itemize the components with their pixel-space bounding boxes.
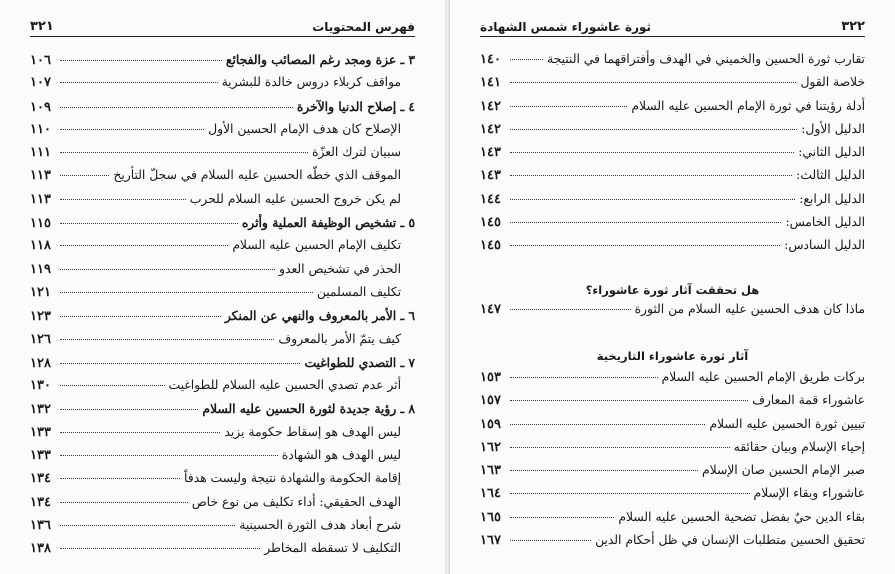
toc-entry	[30, 145, 415, 168]
leader-dots	[60, 339, 274, 340]
toc-entry-title: ٥ ـ تشخيص الوظيفة العملية وأثره	[241, 215, 415, 231]
toc-entry-page-number: ١٤٠	[480, 52, 501, 67]
toc-entry-title: تقارب ثورة الحسين والخميني في الهدف وأفتراقهما في النتيجة	[547, 52, 865, 66]
leader-dots	[60, 175, 109, 176]
toc-entry	[30, 495, 415, 518]
leader-dots	[510, 400, 748, 401]
leader-dots	[60, 478, 180, 479]
right-page	[450, 0, 895, 574]
toc-entry-page-number: ١١٨	[30, 238, 51, 254]
section-title-achievements: هل تحققت آثار ثورة عاشوراء؟	[585, 283, 760, 297]
toc-entry-page-number: ١٦٣	[480, 463, 501, 479]
leader-dots	[60, 245, 228, 246]
toc-entry	[30, 99, 415, 122]
toc-entry	[480, 99, 865, 122]
toc-entry-page-number: ١٣٨	[30, 541, 51, 557]
toc-entry-page-number: ١٤١	[480, 75, 501, 91]
toc-entry-title: تبيين ثورة الحسين عليه السلام	[709, 416, 865, 431]
toc-entry-page-number: ١٣٣	[30, 448, 51, 464]
toc-entry-title: التكليف لا تسقطه المخاطر	[264, 541, 401, 556]
toc-entry-page-number: ١٦٧	[480, 533, 501, 549]
toc-entry-page-number: ١٤٢	[480, 98, 501, 114]
leader-dots	[510, 493, 750, 494]
leader-dots	[510, 222, 781, 223]
toc-entry-title: عاشوراء قمة المعارف	[752, 393, 865, 408]
toc-entry-title: ٨ ـ رؤية جديدة لثورة الحسين عليه السلام	[202, 401, 415, 417]
toc-entry-page-number: ١٦٤	[480, 486, 501, 502]
left-page-header	[30, 14, 415, 37]
toc-entry	[480, 238, 865, 261]
toc-entry	[480, 510, 865, 533]
toc-entry-title: ليس الهدف هو إسقاط حكومة يزيد	[224, 424, 401, 439]
toc-entry	[480, 145, 865, 168]
toc-entry	[30, 355, 415, 378]
right-page-header	[480, 14, 865, 37]
right-toc-list-section2	[480, 370, 865, 556]
toc-entry	[30, 308, 415, 331]
toc-entry	[480, 533, 865, 556]
toc-entry	[480, 192, 865, 215]
leader-dots	[60, 82, 218, 83]
toc-entry-title: ٣ ـ عزة ومجد رغم المصائب والفجائع	[225, 52, 415, 67]
toc-entry	[30, 518, 415, 541]
leader-dots	[60, 292, 313, 293]
toc-entry-page-number: ١٦٥	[480, 509, 501, 525]
toc-entry-page-number: ١٣٤	[30, 471, 51, 487]
toc-entry-page-number: ١٣٣	[30, 424, 51, 440]
toc-entry	[30, 425, 415, 448]
toc-entry	[30, 238, 415, 261]
toc-entry-title: تكليف الإمام الحسين عليه السلام	[232, 238, 401, 253]
leader-dots	[60, 223, 238, 224]
leader-dots	[60, 152, 308, 153]
leader-dots	[60, 385, 165, 386]
leader-dots	[60, 409, 198, 410]
toc-entry	[30, 75, 415, 98]
toc-entry-page-number: ١١١	[30, 145, 51, 161]
leader-dots	[60, 129, 204, 130]
toc-entry-page-number: ١٢٣	[30, 309, 51, 325]
leader-dots	[510, 377, 658, 378]
leader-dots	[510, 424, 705, 425]
toc-entry-page-number: ١٤٧	[480, 302, 501, 317]
toc-entry-page-number: ١٣٠	[30, 378, 51, 394]
leader-dots	[510, 309, 631, 310]
leader-dots	[510, 152, 794, 153]
toc-entry	[480, 302, 865, 325]
left-page	[0, 0, 445, 574]
toc-entry-page-number: ١٥٣	[480, 370, 501, 385]
toc-entry-title: ٦ ـ الأمر بالمعروف والنهي عن المنكر	[224, 308, 415, 324]
toc-entry	[30, 332, 415, 355]
toc-entry-title: خلاصة القول	[800, 75, 865, 90]
toc-entry-page-number: ١١٣	[30, 168, 51, 184]
toc-entry-title: الإصلاح كان هدف الإمام الحسين الأول	[208, 121, 401, 136]
toc-entry-title: إقامة الحكومة والشهادة نتيجة وليست هدفاً	[184, 471, 401, 486]
toc-entry-page-number: ١٢١	[30, 284, 51, 300]
toc-entry	[480, 417, 865, 440]
toc-entry	[30, 541, 415, 564]
toc-entry-title: بركات طريق الإمام الحسين عليه السلام	[661, 370, 865, 384]
toc-entry-page-number: ١٤٢	[480, 121, 501, 137]
leader-dots	[60, 60, 222, 61]
toc-entry-title: أثر عدم تصدي الحسين عليه السلام للطواغيت	[168, 378, 401, 393]
leader-dots	[60, 525, 235, 526]
right-toc-list-top	[480, 52, 865, 262]
left-page-title: فهرس المحتويات	[312, 20, 415, 34]
toc-entry-page-number: ١٥٧	[480, 393, 501, 409]
left-toc-list	[30, 52, 415, 565]
toc-entry	[480, 370, 865, 393]
toc-entry-title: إحياء الإسلام وبيان حقائقه	[733, 439, 865, 454]
toc-entry-page-number: ١١٠	[30, 121, 51, 137]
toc-entry-page-number: ١٠٦	[30, 53, 51, 68]
toc-entry-page-number: ١٤٤	[480, 191, 501, 207]
leader-dots	[60, 455, 278, 456]
toc-entry-title: الدليل السادس:	[784, 238, 865, 253]
leader-dots	[60, 316, 221, 317]
toc-entry-page-number: ١٢٦	[30, 331, 51, 347]
toc-entry-title: مواقف كربلاء دروس خالدة للبشرية	[221, 75, 401, 90]
toc-entry-page-number: ١٠٩	[30, 99, 51, 115]
toc-entry-page-number: ١١٩	[30, 261, 51, 277]
leader-dots	[510, 517, 614, 518]
toc-entry-title: بقاء الدين حيٌ بفضل تضحية الحسين عليه السلام	[618, 509, 865, 524]
toc-entry-title: الدليل الخامس:	[785, 215, 865, 230]
toc-entry	[30, 192, 415, 215]
toc-entry-page-number: ١٣٢	[30, 402, 51, 418]
toc-entry-page-number: ١٠٧	[30, 75, 51, 91]
leader-dots	[510, 540, 591, 541]
toc-entry	[30, 168, 415, 191]
toc-entry-page-number: ١٤٥	[480, 215, 501, 231]
leader-dots	[60, 107, 293, 108]
toc-entry	[30, 262, 415, 285]
toc-entry	[480, 168, 865, 191]
toc-entry-title: الموقف الذي خطّه الحسين عليه السلام في سجلّ التأريخ	[113, 168, 401, 183]
toc-entry	[480, 486, 865, 509]
leader-dots	[60, 199, 186, 200]
right-page-number: ٣٢٢	[841, 19, 865, 34]
toc-entry-page-number: ١٥٩	[480, 416, 501, 432]
toc-entry-page-number: ١٢٨	[30, 355, 51, 371]
toc-entry	[30, 471, 415, 494]
toc-entry	[480, 215, 865, 238]
toc-entry	[30, 401, 415, 424]
right-toc-list-section1	[480, 302, 865, 325]
leader-dots	[510, 82, 796, 83]
leader-dots	[510, 106, 627, 107]
right-page-title: ثورة عاشوراء شمس الشهادة	[480, 20, 652, 34]
leader-dots	[60, 432, 220, 433]
toc-entry-page-number: ١٣٦	[30, 517, 51, 533]
toc-entry	[480, 52, 865, 75]
toc-entry-title: الدليل الأول:	[801, 121, 865, 136]
toc-entry-title: الدليل الرابع:	[799, 191, 865, 206]
toc-entry-title: شرح أبعاد هدف الثورة الحسينية	[239, 517, 401, 532]
toc-entry	[480, 440, 865, 463]
toc-entry-page-number: ١٦٢	[480, 439, 501, 455]
toc-entry	[30, 215, 415, 238]
toc-entry-page-number: ١٤٣	[480, 168, 501, 184]
toc-entry-page-number: ١٣٤	[30, 494, 51, 510]
leader-dots	[510, 129, 797, 130]
section-title-historical: آثار ثورة عاشوراء التاريخية	[596, 349, 749, 363]
toc-entry-title: ٤ ـ إصلاح الدنيا والآخرة	[296, 98, 415, 114]
leader-dots	[510, 59, 543, 60]
toc-entry	[480, 122, 865, 145]
toc-entry	[30, 285, 415, 308]
toc-entry-title: لم يكن خروج الحسين عليه السلام للحرب	[189, 191, 401, 206]
leader-dots	[510, 470, 698, 471]
leader-dots	[510, 175, 792, 176]
toc-entry-title: ليس الهدف هو الشهادة	[281, 448, 401, 463]
toc-entry	[30, 378, 415, 401]
toc-entry-title: الهدف الحقيقي: أداء تكليف من نوع خاص	[191, 494, 401, 509]
leader-dots	[510, 447, 730, 448]
leader-dots	[60, 502, 188, 503]
toc-entry	[480, 75, 865, 98]
leader-dots	[60, 269, 275, 270]
toc-entry-title: ٧ ـ التصدي للطواغيت	[304, 354, 415, 370]
toc-entry	[30, 122, 415, 145]
toc-entry	[480, 393, 865, 416]
toc-entry-title: الحذر في تشخيص العدو	[279, 261, 401, 276]
toc-entry-title: الدليل الثاني:	[798, 145, 865, 160]
toc-entry	[30, 52, 415, 75]
toc-entry	[30, 448, 415, 471]
toc-entry-title: سبيان لترك العزّة	[311, 145, 401, 160]
toc-entry-title: الدليل الثالث:	[796, 168, 865, 183]
toc-entry-page-number: ١١٣	[30, 191, 51, 207]
toc-entry-title: تحقيق الحسين متطلبات الإنسان في ظل أحكام الدين	[595, 533, 865, 548]
leader-dots	[60, 363, 300, 364]
leader-dots	[60, 548, 260, 549]
toc-entry-title: أدلة رؤيتنا في ثورة الإمام الحسين عليه السلام	[631, 98, 865, 113]
toc-entry-title: صبر الإمام الحسين صان الإسلام	[702, 463, 865, 478]
toc-entry	[480, 463, 865, 486]
toc-entry-page-number: ١٤٥	[480, 238, 501, 254]
toc-entry-page-number: ١٤٣	[480, 145, 501, 161]
leader-dots	[510, 199, 795, 200]
toc-entry-title: عاشوراء وبقاء الإسلام	[753, 486, 865, 501]
leader-dots	[510, 245, 780, 246]
toc-entry-page-number: ١١٥	[30, 216, 51, 232]
toc-entry-title: كيف يتمّ الأمر بالمعروف	[278, 331, 401, 346]
toc-entry-title: تكليف المسلمين	[316, 284, 401, 299]
toc-entry-title: ماذا كان هدف الحسين عليه السلام من الثورة	[634, 302, 865, 316]
left-page-number: ٣٢١	[30, 19, 54, 34]
